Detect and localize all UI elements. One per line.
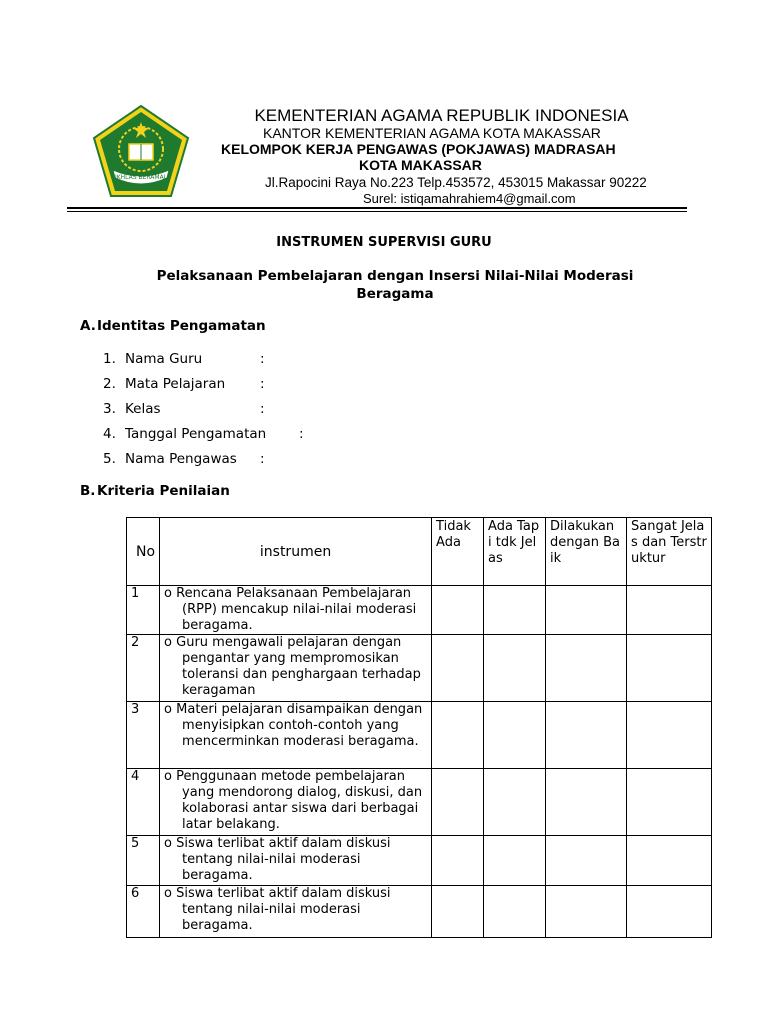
checkbox-cell[interactable] <box>484 886 546 938</box>
identity-item-label: Nama Pengawas <box>125 451 237 467</box>
identity-item-label: Mata Pelajaran <box>125 376 226 392</box>
checkbox-cell[interactable] <box>432 769 484 836</box>
row-number: 2 <box>127 635 160 702</box>
row-number: 5 <box>127 836 160 886</box>
checkbox-cell[interactable] <box>546 702 627 769</box>
checkbox-cell[interactable] <box>546 586 627 635</box>
row-instrument: o Rencana Pelaksanaan Pembelajaran (RPP) mencakup nilai-nilai moderasi beragama. <box>160 586 432 635</box>
row-number: 1 <box>127 586 160 635</box>
document-title: INSTRUMEN SUPERVISI GURU <box>276 235 492 250</box>
header-sangat: Sangat Jelas dan Terstruktur <box>627 518 712 586</box>
identity-item-label: Tanggal Pengamatan <box>125 426 267 442</box>
identity-item-number: 1. <box>103 351 116 367</box>
logo-motto: IKHLAS BERAMAL <box>114 174 168 181</box>
checkbox-cell[interactable] <box>484 586 546 635</box>
table-header-row <box>127 518 712 586</box>
row-instrument: o Materi pelajaran disampaikan dengan menyisipkan contoh-contoh yang mencerminkan moderasi beragama. <box>160 702 432 769</box>
header-ada-tapi: Ada Tapi tdk Jelas <box>484 518 546 586</box>
identity-item <box>103 350 266 375</box>
checkbox-cell[interactable] <box>432 886 484 938</box>
checkbox-cell[interactable] <box>432 702 484 769</box>
criteria-table <box>126 517 712 938</box>
checkbox-cell[interactable] <box>627 635 712 702</box>
section-b-letter: B. <box>80 483 96 499</box>
identity-item <box>103 400 266 425</box>
table-row <box>127 586 712 635</box>
document-subtitle: Pelaksanaan Pembelajaran dengan Insersi Nilai-Nilai Moderasi Beragama <box>156 268 634 302</box>
header-city: KOTA MAKASSAR <box>359 157 482 173</box>
identity-item-colon: : <box>260 451 265 467</box>
identity-item-colon: : <box>260 351 265 367</box>
header-ministry: KEMENTERIAN AGAMA REPUBLIK INDONESIA <box>254 106 629 125</box>
section-a-title: Identitas Pengamatan <box>97 318 266 334</box>
identity-item-colon: : <box>299 426 304 442</box>
identity-item-colon: : <box>260 401 265 417</box>
row-instrument: o Siswa terlibat aktif dalam diskusi tentang nilai-nilai moderasi beragama. <box>160 886 432 938</box>
header-address: Jl.Rapocini Raya No.223 Telp.453572, 453015 Makassar 90222 <box>265 175 647 190</box>
checkbox-cell[interactable] <box>546 635 627 702</box>
checkbox-cell[interactable] <box>484 702 546 769</box>
checkbox-cell[interactable] <box>627 836 712 886</box>
header-divider-thick <box>67 207 687 209</box>
header-no: No <box>127 518 160 586</box>
checkbox-cell[interactable] <box>432 586 484 635</box>
identity-item-colon: : <box>260 376 265 392</box>
checkbox-cell[interactable] <box>627 769 712 836</box>
header-office: KANTOR KEMENTERIAN AGAMA KOTA MAKASSAR <box>263 125 601 141</box>
identity-item-label: Kelas <box>125 401 161 417</box>
row-number: 4 <box>127 769 160 836</box>
checkbox-cell[interactable] <box>546 886 627 938</box>
identity-item <box>103 450 266 475</box>
checkbox-cell[interactable] <box>546 836 627 886</box>
checkbox-cell[interactable] <box>627 586 712 635</box>
header-divider-thin <box>67 211 687 212</box>
identity-item <box>103 425 304 450</box>
checkbox-cell[interactable] <box>627 702 712 769</box>
identity-list <box>103 350 304 475</box>
row-number: 6 <box>127 886 160 938</box>
checkbox-cell[interactable] <box>432 836 484 886</box>
header-dilakukan: Dilakukan dengan Baik <box>546 518 627 586</box>
table-row <box>127 769 712 836</box>
header-group: KELOMPOK KERJA PENGAWAS (POKJAWAS) MADRASAH <box>221 141 616 157</box>
checkbox-cell[interactable] <box>432 635 484 702</box>
identity-item-number: 3. <box>103 401 116 417</box>
section-a-heading <box>80 318 266 334</box>
section-b-title: Kriteria Penilaian <box>97 483 230 499</box>
identity-item <box>103 375 266 400</box>
header-instrumen: instrumen <box>160 518 432 586</box>
header-tidak-ada: Tidak Ada <box>432 518 484 586</box>
identity-item-number: 4. <box>103 426 116 442</box>
checkbox-cell[interactable] <box>627 886 712 938</box>
row-instrument: o Siswa terlibat aktif dalam diskusi tentang nilai-nilai moderasi beragama. <box>160 836 432 886</box>
checkbox-cell[interactable] <box>484 635 546 702</box>
table-row <box>127 702 712 769</box>
table-row <box>127 635 712 702</box>
section-b-heading <box>80 483 230 499</box>
table-row <box>127 836 712 886</box>
row-instrument: o Penggunaan metode pembelajaran yang mendorong dialog, diskusi, dan kolaborasi antar siswa dari berbagai latar belakang. <box>160 769 432 836</box>
section-a-letter: A. <box>80 318 96 334</box>
identity-item-number: 2. <box>103 376 116 392</box>
row-number: 3 <box>127 702 160 769</box>
checkbox-cell[interactable] <box>484 836 546 886</box>
identity-item-label: Nama Guru <box>125 351 203 367</box>
table-row <box>127 886 712 938</box>
checkbox-cell[interactable] <box>484 769 546 836</box>
checkbox-cell[interactable] <box>546 769 627 836</box>
row-instrument: o Guru mengawali pelajaran dengan pengantar yang mempromosikan toleransi dan penghargaan terhadap keragaman <box>160 635 432 702</box>
identity-item-number: 5. <box>103 451 116 467</box>
header-email: Surel: istiqamahrahiem4@gmail.com <box>363 191 576 206</box>
